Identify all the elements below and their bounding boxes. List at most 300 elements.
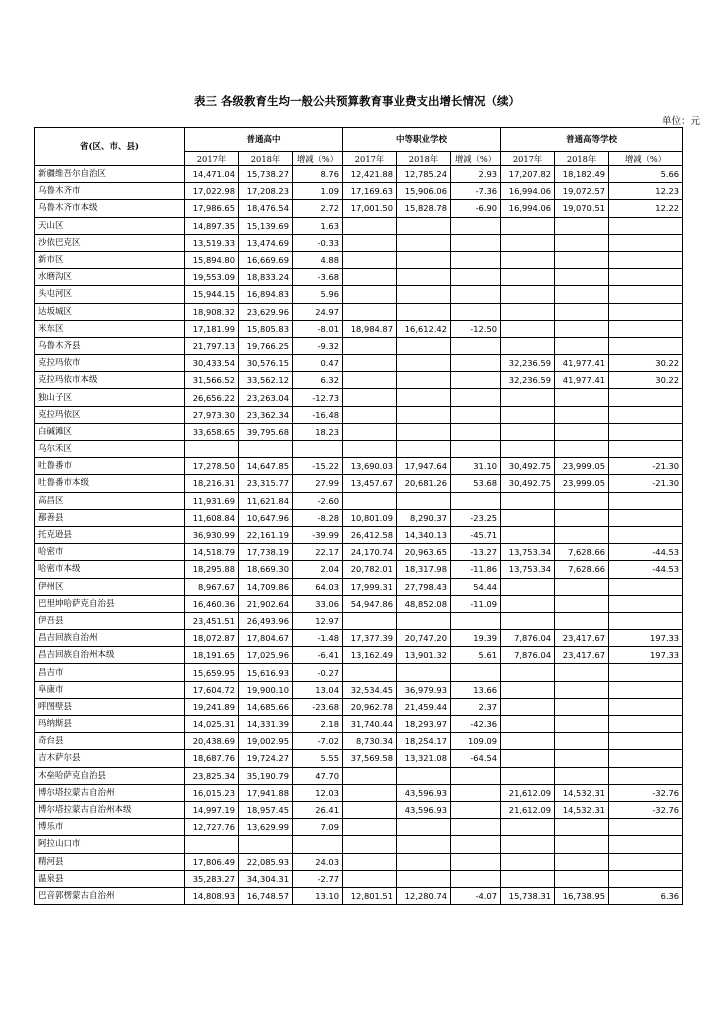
value-cell bbox=[609, 578, 683, 595]
value-cell bbox=[451, 389, 501, 406]
value-cell bbox=[609, 681, 683, 698]
value-cell: 14,025.31 bbox=[185, 716, 239, 733]
value-cell: 22,085.93 bbox=[239, 853, 293, 870]
value-cell bbox=[501, 406, 555, 423]
value-cell: 23,315.77 bbox=[239, 475, 293, 492]
value-cell: 5.66 bbox=[609, 166, 683, 183]
value-cell: 16,994.06 bbox=[501, 183, 555, 200]
value-cell: 2.37 bbox=[451, 698, 501, 715]
value-cell: 19,766.25 bbox=[239, 337, 293, 354]
value-cell: 23,629.96 bbox=[239, 303, 293, 320]
value-cell: 16,894.83 bbox=[239, 286, 293, 303]
value-cell bbox=[609, 733, 683, 750]
value-cell bbox=[555, 337, 609, 354]
value-cell bbox=[343, 819, 397, 836]
value-cell bbox=[343, 423, 397, 440]
change-header: 增减（%） bbox=[293, 152, 343, 166]
region-cell: 鄯善县 bbox=[35, 509, 185, 526]
table-row bbox=[35, 389, 683, 406]
value-cell bbox=[397, 372, 451, 389]
region-cell: 昌吉市 bbox=[35, 664, 185, 681]
value-cell bbox=[501, 716, 555, 733]
value-cell: 13,519.33 bbox=[185, 234, 239, 251]
value-cell bbox=[397, 303, 451, 320]
value-cell bbox=[609, 389, 683, 406]
value-cell: 18,191.65 bbox=[185, 647, 239, 664]
value-cell: -39.99 bbox=[293, 526, 343, 543]
table-row bbox=[35, 406, 683, 423]
value-cell: 17,986.65 bbox=[185, 200, 239, 217]
region-cell: 博尔塔拉蒙古自治州 bbox=[35, 784, 185, 801]
value-cell bbox=[555, 819, 609, 836]
value-cell bbox=[555, 251, 609, 268]
value-cell bbox=[451, 269, 501, 286]
value-cell: 12,785.24 bbox=[397, 166, 451, 183]
value-cell bbox=[609, 526, 683, 543]
table-row bbox=[35, 269, 683, 286]
value-cell: 54,947.86 bbox=[343, 595, 397, 612]
value-cell: 15,139.69 bbox=[239, 217, 293, 234]
value-cell bbox=[609, 234, 683, 251]
value-cell: -21.30 bbox=[609, 475, 683, 492]
value-cell bbox=[501, 836, 555, 853]
value-cell: 15,894.80 bbox=[185, 251, 239, 268]
value-cell bbox=[609, 337, 683, 354]
value-cell bbox=[609, 836, 683, 853]
table-row bbox=[35, 819, 683, 836]
value-cell: 32,236.59 bbox=[501, 372, 555, 389]
value-cell: 23,362.34 bbox=[239, 406, 293, 423]
value-cell bbox=[609, 595, 683, 612]
value-cell bbox=[343, 303, 397, 320]
value-cell: 19,072.57 bbox=[555, 183, 609, 200]
value-cell: 6.36 bbox=[609, 887, 683, 904]
value-cell: 20,681.26 bbox=[397, 475, 451, 492]
value-cell: 18,317.98 bbox=[397, 561, 451, 578]
value-cell: -12.73 bbox=[293, 389, 343, 406]
value-cell: 19,002.95 bbox=[239, 733, 293, 750]
value-cell: 12,801.51 bbox=[343, 887, 397, 904]
value-cell: -2.77 bbox=[293, 870, 343, 887]
region-cell: 精河县 bbox=[35, 853, 185, 870]
value-cell: 30.22 bbox=[609, 355, 683, 372]
value-cell: 15,828.78 bbox=[397, 200, 451, 217]
table-row bbox=[35, 870, 683, 887]
value-cell: 31,566.52 bbox=[185, 372, 239, 389]
value-cell bbox=[397, 612, 451, 629]
value-cell: 13.66 bbox=[451, 681, 501, 698]
value-cell bbox=[555, 406, 609, 423]
value-cell: 2.93 bbox=[451, 166, 501, 183]
region-cell: 昌吉回族自治州本级 bbox=[35, 647, 185, 664]
value-cell: 23,451.51 bbox=[185, 612, 239, 629]
value-cell: 11,608.84 bbox=[185, 509, 239, 526]
value-cell bbox=[451, 664, 501, 681]
value-cell: 12.23 bbox=[609, 183, 683, 200]
value-cell: -32.76 bbox=[609, 801, 683, 818]
value-cell: 7,876.04 bbox=[501, 647, 555, 664]
value-cell: 17,181.99 bbox=[185, 320, 239, 337]
value-cell bbox=[501, 217, 555, 234]
value-cell: 14,532.31 bbox=[555, 784, 609, 801]
value-cell bbox=[501, 767, 555, 784]
value-cell: 11,621.84 bbox=[239, 492, 293, 509]
value-cell: 17,738.19 bbox=[239, 544, 293, 561]
value-cell bbox=[555, 595, 609, 612]
value-cell bbox=[501, 320, 555, 337]
table-row bbox=[35, 458, 683, 475]
value-cell: 18,216.31 bbox=[185, 475, 239, 492]
value-cell bbox=[501, 595, 555, 612]
value-cell: 7.09 bbox=[293, 819, 343, 836]
value-cell: 13,162.49 bbox=[343, 647, 397, 664]
value-cell: -3.68 bbox=[293, 269, 343, 286]
value-cell: 20,782.01 bbox=[343, 561, 397, 578]
table-row bbox=[35, 733, 683, 750]
value-cell: 22.17 bbox=[293, 544, 343, 561]
value-cell: 2.04 bbox=[293, 561, 343, 578]
value-cell: 23,417.67 bbox=[555, 630, 609, 647]
value-cell bbox=[555, 870, 609, 887]
value-cell bbox=[609, 217, 683, 234]
value-cell bbox=[609, 853, 683, 870]
value-cell: 32,236.59 bbox=[501, 355, 555, 372]
value-cell bbox=[501, 612, 555, 629]
table-row bbox=[35, 544, 683, 561]
value-cell: 27.99 bbox=[293, 475, 343, 492]
value-cell: 27,798.43 bbox=[397, 578, 451, 595]
region-cell: 博乐市 bbox=[35, 819, 185, 836]
value-cell bbox=[397, 406, 451, 423]
value-cell bbox=[451, 784, 501, 801]
value-cell: 36,979.93 bbox=[397, 681, 451, 698]
value-cell: 21,902.64 bbox=[239, 595, 293, 612]
value-cell bbox=[343, 389, 397, 406]
value-cell: 54.44 bbox=[451, 578, 501, 595]
value-cell: 13,901.32 bbox=[397, 647, 451, 664]
year-2017-header: 2017年 bbox=[501, 152, 555, 166]
region-cell: 乌鲁木齐县 bbox=[35, 337, 185, 354]
value-cell: 19,724.27 bbox=[239, 750, 293, 767]
value-cell: 18,833.24 bbox=[239, 269, 293, 286]
table-row bbox=[35, 578, 683, 595]
value-cell: 64.03 bbox=[293, 578, 343, 595]
value-cell: 26,412.58 bbox=[343, 526, 397, 543]
value-cell: 18,687.76 bbox=[185, 750, 239, 767]
value-cell: 18,908.32 bbox=[185, 303, 239, 320]
value-cell: 13,753.34 bbox=[501, 561, 555, 578]
value-cell: 17,278.50 bbox=[185, 458, 239, 475]
value-cell: 17,947.64 bbox=[397, 458, 451, 475]
region-cell: 哈密市 bbox=[35, 544, 185, 561]
value-cell: -64.54 bbox=[451, 750, 501, 767]
table-row bbox=[35, 286, 683, 303]
table-row bbox=[35, 423, 683, 440]
table-row bbox=[35, 801, 683, 818]
value-cell bbox=[501, 681, 555, 698]
value-cell bbox=[397, 251, 451, 268]
value-cell: 12.03 bbox=[293, 784, 343, 801]
value-cell: 17,025.96 bbox=[239, 647, 293, 664]
region-cell: 乌鲁木齐市本级 bbox=[35, 200, 185, 217]
region-cell: 头屯河区 bbox=[35, 286, 185, 303]
table-row bbox=[35, 492, 683, 509]
value-cell: 13,474.69 bbox=[239, 234, 293, 251]
value-cell: 18,669.30 bbox=[239, 561, 293, 578]
value-cell bbox=[343, 234, 397, 251]
value-cell: -21.30 bbox=[609, 458, 683, 475]
value-cell: 17,207.82 bbox=[501, 166, 555, 183]
value-cell: 7,628.66 bbox=[555, 544, 609, 561]
value-cell bbox=[555, 303, 609, 320]
value-cell: 19,241.89 bbox=[185, 698, 239, 715]
year-2018-header: 2018年 bbox=[239, 152, 293, 166]
region-cell: 米东区 bbox=[35, 320, 185, 337]
value-cell: 12.97 bbox=[293, 612, 343, 629]
value-cell bbox=[501, 526, 555, 543]
value-cell bbox=[555, 423, 609, 440]
table-row bbox=[35, 234, 683, 251]
value-cell: -23.68 bbox=[293, 698, 343, 715]
region-cell: 达坂城区 bbox=[35, 303, 185, 320]
value-cell: 8,967.67 bbox=[185, 578, 239, 595]
value-cell: 14,685.66 bbox=[239, 698, 293, 715]
value-cell: -45.71 bbox=[451, 526, 501, 543]
value-cell bbox=[609, 612, 683, 629]
value-cell bbox=[555, 767, 609, 784]
value-cell bbox=[451, 870, 501, 887]
table-row bbox=[35, 303, 683, 320]
region-cell: 木垒哈萨克自治县 bbox=[35, 767, 185, 784]
value-cell: -15.22 bbox=[293, 458, 343, 475]
region-cell: 白碱滩区 bbox=[35, 423, 185, 440]
region-cell: 吐鲁番市 bbox=[35, 458, 185, 475]
value-cell bbox=[555, 733, 609, 750]
table-row bbox=[35, 887, 683, 904]
value-cell bbox=[343, 870, 397, 887]
value-cell bbox=[397, 664, 451, 681]
table-row bbox=[35, 200, 683, 217]
value-cell bbox=[343, 612, 397, 629]
value-cell bbox=[397, 423, 451, 440]
value-cell: 7,876.04 bbox=[501, 630, 555, 647]
value-cell bbox=[397, 870, 451, 887]
value-cell: 24.03 bbox=[293, 853, 343, 870]
value-cell: 17,604.72 bbox=[185, 681, 239, 698]
value-cell bbox=[501, 492, 555, 509]
value-cell bbox=[451, 217, 501, 234]
region-cell: 独山子区 bbox=[35, 389, 185, 406]
value-cell: 12.22 bbox=[609, 200, 683, 217]
value-cell bbox=[609, 251, 683, 268]
expenditure-table bbox=[34, 127, 683, 905]
value-cell bbox=[555, 698, 609, 715]
value-cell: 30,492.75 bbox=[501, 458, 555, 475]
header-row-groups bbox=[35, 128, 683, 152]
value-cell: 14,331.39 bbox=[239, 716, 293, 733]
value-cell: 26,493.96 bbox=[239, 612, 293, 629]
value-cell: 17,169.63 bbox=[343, 183, 397, 200]
value-cell: 35,283.27 bbox=[185, 870, 239, 887]
value-cell bbox=[501, 303, 555, 320]
group-header-high-school: 普通高中 bbox=[185, 128, 343, 152]
value-cell bbox=[609, 870, 683, 887]
value-cell bbox=[343, 217, 397, 234]
value-cell: -42.36 bbox=[451, 716, 501, 733]
value-cell: 12,727.76 bbox=[185, 819, 239, 836]
region-cell: 伊州区 bbox=[35, 578, 185, 595]
table-row bbox=[35, 355, 683, 372]
value-cell: -13.27 bbox=[451, 544, 501, 561]
value-cell: 13.10 bbox=[293, 887, 343, 904]
value-cell: -8.28 bbox=[293, 509, 343, 526]
table-row bbox=[35, 698, 683, 715]
table-row bbox=[35, 681, 683, 698]
value-cell bbox=[501, 750, 555, 767]
value-cell: 37,569.58 bbox=[343, 750, 397, 767]
value-cell bbox=[501, 251, 555, 268]
value-cell bbox=[343, 853, 397, 870]
value-cell: 14,808.93 bbox=[185, 887, 239, 904]
value-cell: 13,321.08 bbox=[397, 750, 451, 767]
value-cell: 39,795.68 bbox=[239, 423, 293, 440]
unit-label: 单位：元 bbox=[661, 116, 700, 127]
value-cell bbox=[451, 406, 501, 423]
value-cell bbox=[397, 234, 451, 251]
region-cell: 玛纳斯县 bbox=[35, 716, 185, 733]
value-cell: 17,806.49 bbox=[185, 853, 239, 870]
value-cell bbox=[451, 767, 501, 784]
value-cell: 33.06 bbox=[293, 595, 343, 612]
value-cell: 41,977.41 bbox=[555, 355, 609, 372]
value-cell: 30.22 bbox=[609, 372, 683, 389]
value-cell: 2.72 bbox=[293, 200, 343, 217]
value-cell bbox=[609, 716, 683, 733]
change-header: 增减（%） bbox=[609, 152, 683, 166]
value-cell bbox=[397, 819, 451, 836]
value-cell: 43,596.93 bbox=[397, 784, 451, 801]
value-cell: 16,669.69 bbox=[239, 251, 293, 268]
value-cell: 16,738.95 bbox=[555, 887, 609, 904]
region-cell: 乌鲁木齐市 bbox=[35, 183, 185, 200]
value-cell: 5.61 bbox=[451, 647, 501, 664]
value-cell: 14,997.19 bbox=[185, 801, 239, 818]
value-cell: 23,999.05 bbox=[555, 475, 609, 492]
value-cell: 7,628.66 bbox=[555, 561, 609, 578]
value-cell: 18,293.97 bbox=[397, 716, 451, 733]
region-cell: 巴里坤哈萨克自治县 bbox=[35, 595, 185, 612]
value-cell bbox=[397, 286, 451, 303]
value-cell: -44.53 bbox=[609, 544, 683, 561]
value-cell bbox=[609, 286, 683, 303]
value-cell bbox=[501, 509, 555, 526]
value-cell: 31.10 bbox=[451, 458, 501, 475]
value-cell bbox=[501, 698, 555, 715]
value-cell: -0.27 bbox=[293, 664, 343, 681]
value-cell bbox=[343, 801, 397, 818]
table-row bbox=[35, 595, 683, 612]
value-cell: 4.88 bbox=[293, 251, 343, 268]
value-cell bbox=[501, 234, 555, 251]
value-cell bbox=[397, 767, 451, 784]
table-row bbox=[35, 750, 683, 767]
page-title: 表三 各级教育生均一般公共预算教育事业费支出增长情况（续） bbox=[193, 94, 520, 108]
value-cell bbox=[185, 836, 239, 853]
region-cell: 新疆维吾尔自治区 bbox=[35, 166, 185, 183]
value-cell: 34,304.31 bbox=[239, 870, 293, 887]
value-cell: 21,797.13 bbox=[185, 337, 239, 354]
value-cell bbox=[343, 664, 397, 681]
value-cell bbox=[555, 441, 609, 458]
table-row bbox=[35, 251, 683, 268]
value-cell bbox=[555, 836, 609, 853]
value-cell bbox=[451, 286, 501, 303]
value-cell: 18,182.49 bbox=[555, 166, 609, 183]
value-cell: 15,906.06 bbox=[397, 183, 451, 200]
value-cell bbox=[397, 217, 451, 234]
value-cell: 53.68 bbox=[451, 475, 501, 492]
value-cell bbox=[343, 836, 397, 853]
value-cell: 109.09 bbox=[451, 733, 501, 750]
value-cell: 11,931.69 bbox=[185, 492, 239, 509]
value-cell bbox=[501, 578, 555, 595]
value-cell: 36,930.99 bbox=[185, 526, 239, 543]
value-cell: 17,001.50 bbox=[343, 200, 397, 217]
value-cell: 18,957.45 bbox=[239, 801, 293, 818]
value-cell: 1.63 bbox=[293, 217, 343, 234]
region-cell: 高昌区 bbox=[35, 492, 185, 509]
region-cell: 天山区 bbox=[35, 217, 185, 234]
value-cell bbox=[609, 406, 683, 423]
value-cell bbox=[343, 251, 397, 268]
table-row bbox=[35, 441, 683, 458]
value-cell: 30,433.54 bbox=[185, 355, 239, 372]
value-cell bbox=[609, 509, 683, 526]
value-cell bbox=[451, 423, 501, 440]
year-2018-header: 2018年 bbox=[555, 152, 609, 166]
value-cell: 24,170.74 bbox=[343, 544, 397, 561]
value-cell: 32,534.45 bbox=[343, 681, 397, 698]
value-cell bbox=[609, 664, 683, 681]
value-cell bbox=[555, 286, 609, 303]
table-row bbox=[35, 767, 683, 784]
value-cell bbox=[555, 217, 609, 234]
value-cell bbox=[397, 389, 451, 406]
value-cell bbox=[397, 337, 451, 354]
value-cell: 33,658.65 bbox=[185, 423, 239, 440]
value-cell: 12,280.74 bbox=[397, 887, 451, 904]
value-cell bbox=[451, 355, 501, 372]
value-cell bbox=[501, 269, 555, 286]
value-cell: -44.53 bbox=[609, 561, 683, 578]
value-cell: 15,944.15 bbox=[185, 286, 239, 303]
table-row bbox=[35, 630, 683, 647]
value-cell bbox=[451, 337, 501, 354]
region-cell: 克拉玛依区 bbox=[35, 406, 185, 423]
value-cell: 8,290.37 bbox=[397, 509, 451, 526]
value-cell bbox=[451, 801, 501, 818]
value-cell bbox=[555, 716, 609, 733]
table-row bbox=[35, 836, 683, 853]
value-cell: -6.90 bbox=[451, 200, 501, 217]
value-cell bbox=[555, 269, 609, 286]
value-cell bbox=[501, 819, 555, 836]
region-cell: 吉木萨尔县 bbox=[35, 750, 185, 767]
value-cell bbox=[555, 750, 609, 767]
value-cell bbox=[451, 303, 501, 320]
value-cell: 20,438.69 bbox=[185, 733, 239, 750]
value-cell: 5.55 bbox=[293, 750, 343, 767]
